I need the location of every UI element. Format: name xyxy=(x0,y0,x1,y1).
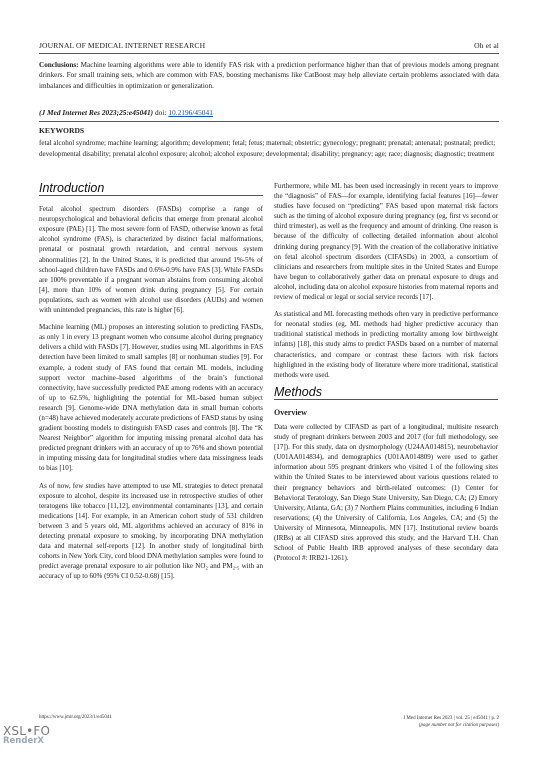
right-column xyxy=(274,181,498,570)
keywords-list: fetal alcohol syndrome; machine learning; algorithm; development; fetal; fetus; maternal; obstetric; gynecology; pregnant; prenatal; antenatal; postnatal; predict; developmental disability; prenatal alcohol exposure; alcohol; alcohol exposure; developmental; disability; pregnancy; age; race; diagnosis; diagnostic; treatment xyxy=(39,139,496,158)
methods-paragraph: Data were collected by CIFASD as part of a longitudinal, multisite research study of pregnant drinkers between 2003 and 2017 (for full methodology, see [17]). For this study, data on dysmorphology (U24AA014815), neurobehavior (U01AA014834), and demographics (U01AA014809) were used to gather information about 595 pregnant drinkers who visited 1 of the following sites within the United States to be interviewed about various questions related to their pregnancy behaviors and birth-related outcomes: (1) Center for Behavioral Teratology, San Diego State University, San Diego, CA; (2) Emory University, Atlanta, GA; (3) 7 Northern Plains communities, including 6 Indian reservations; (4) the University of California, Los Angeles, CA; and (5) the University of Minnesota, Minneapolis, MN [17]. Institutional review boards (IRBs) at all CIFASD sites approved this study, and the Harvard T.H. Chan School of Public Health IRB approved analyses of these secondary data (Protocol #: IRB21-1261). xyxy=(274,422,498,563)
section-title-methods: Methods xyxy=(274,384,322,399)
section-title-introduction: Introduction xyxy=(39,181,105,195)
keywords-heading: KEYWORDS xyxy=(39,126,85,135)
keywords-divider xyxy=(39,121,499,122)
abstract-conclusions xyxy=(39,60,499,91)
footer-page-info xyxy=(403,715,499,729)
running-header xyxy=(39,41,499,53)
journal-name: JOURNAL OF MEDICAL INTERNET RESEARCH xyxy=(39,41,206,50)
logo-sub-text: RenderX xyxy=(3,736,44,746)
conclusions-label: Conclusions: xyxy=(39,61,79,69)
subsection-title-overview: Overview xyxy=(274,407,307,417)
renderer-logo xyxy=(3,724,50,746)
intro-paragraph: Machine learning (ML) proposes an interesting solution to predicting FASDs, as only 1 in every 13 pregnant women who consume alcohol during pregnancy delivers a child with FASDs [7]. However, studies using ML algorithms in FAS detection have been limited to small samples [8] or nonhuman studies [9]. For example, a rodent study of FAS found that certain ML models, including support vector machine–based algorithms of the brain’s functional connectivity, have successfully predicted PAE among rodents with an accuracy of up to 62.5%, highlighting the potential for ML-based human subject research [9]. Genome-wide DNA methylation data in small human cohorts (n=48) have achieved moderately accurate predictions of FASD status by using gradient boosting models to distinguish FASD cases and controls [8]. The “K Nearest Neighbor” algorithm for imputing missing prenatal alcohol data has predicted pregnant drinkers with an accuracy of up to 76% and shown potential in imputing missing data for longitudinal studies where data missingness leads to bias [10]. xyxy=(39,323,263,473)
author-running-head: Oh et al xyxy=(474,41,499,50)
conclusions-text: Machine learning algorithms were able to identify FAS risk with a prediction performance higher than that of previous models among pregnant drinkers. For small training sets, which are common with FAS, boosting mechanisms like CatBoost may help alleviate certain problems associated with data imbalances and difficulties in optimization or generalization. xyxy=(39,61,499,90)
header-divider xyxy=(39,53,499,54)
logo-main-text: XSL•FO xyxy=(3,724,51,738)
citation-line xyxy=(39,108,213,117)
citation-ref: (J Med Internet Res 2023;25:e45041) xyxy=(39,108,154,117)
intro-paragraph: As of now, few studies have attempted to use ML strategies to detect prenatal exposure to alcohol, despite its increased use in retrospective studies of other teratogens like tobacco [11,12], environmental contaminants [13], and certain medications [14]. For example, in an American cohort study of 531 children between 3 and 5 years old, ML algorithms achieved an accuracy of 81% in detecting prenatal exposure to smoking, by incorporating DNA methylation data and maternal self-reports [12]. In another study of longitudinal birth cohorts in New York City, cord blood DNA methylation samples were found to predict average prenatal exposure to air pollution like NO₂ and PM₂.₅ with an accuracy of up to 60% (95% CI 0.52-0.68) [15]. xyxy=(39,481,263,581)
left-column xyxy=(39,183,263,588)
doi-label: doi: xyxy=(153,108,169,117)
section-divider xyxy=(274,399,498,400)
intro-paragraph: Furthermore, while ML has been used increasingly in recent years to improve the “diagnosis” of FAS—for example, identifying facial features [16]—fewer studies have focused on “predicting” FAS based upon maternal risk factors such as the timing of alcohol exposure during pregnancy (eg, first vs second or third trimester), as well as the frequency and amount of drinking. One reason is because of the difficulty of collecting detailed information about alcohol drinking during pregnancy [9]. With the creation of the collaborative initiative on fetal alcohol spectrum disorders (CIFASDs) in 2003, a consortium of clinicians and researchers from multiple sites in the United States and Europe have begun to collaboratively gather data on prenatal exposure to drugs and alcohol, including data on alcohol exposure histories from maternal reports and review of medical or legal or social service records [17]. xyxy=(274,182,498,302)
page-citation: J Med Internet Res 2023 | vol. 25 | e45041 | p. 2 xyxy=(403,716,499,721)
footer-url[interactable]: https://www.jmir.org/2023/1/e45041 xyxy=(39,715,112,720)
intro-paragraph: Fetal alcohol spectrum disorders (FASDs) comprise a range of neuropsychological and behavioral deficits that emerge from prenatal alcohol exposure (PAE) [1]. The most severe form of FASD, otherwise known as fetal alcohol syndrome (FAS), is characterized by distinct facial malformations, prenatal or postnatal growth retardation, and central nervous system abnormalities [2]. In the United States, it is predicted that around 1%-5% of school-aged children have FASDs and 0.6%-0.9% have FAS [3]. While FASDs are 100% preventable if a pregnant woman abstains from consuming alcohol [4], more than 10% of women drink during pregnancy [5]. For certain populations, such as women with alcohol use disorders (AUDs) and women with unintended pregnancies, this rate is higher [6]. xyxy=(39,205,263,315)
section-divider xyxy=(39,195,263,196)
page-note: (page number not for citation purposes) xyxy=(418,723,499,728)
doi-link[interactable]: 10.2196/45041 xyxy=(168,108,213,117)
intro-paragraph: As statistical and ML forecasting methods often vary in predictive performance for neonatal studies (eg, ML methods had higher predictive accuracy than traditional statistical methods in predicting mortality among low birthweight infants) [18], this study aims to predict FASDs based on a number of maternal characteristics, and compare or contrast these factors with risk factors highlighted in the existing body of literature where more traditional, statistical methods were used. xyxy=(274,310,498,379)
